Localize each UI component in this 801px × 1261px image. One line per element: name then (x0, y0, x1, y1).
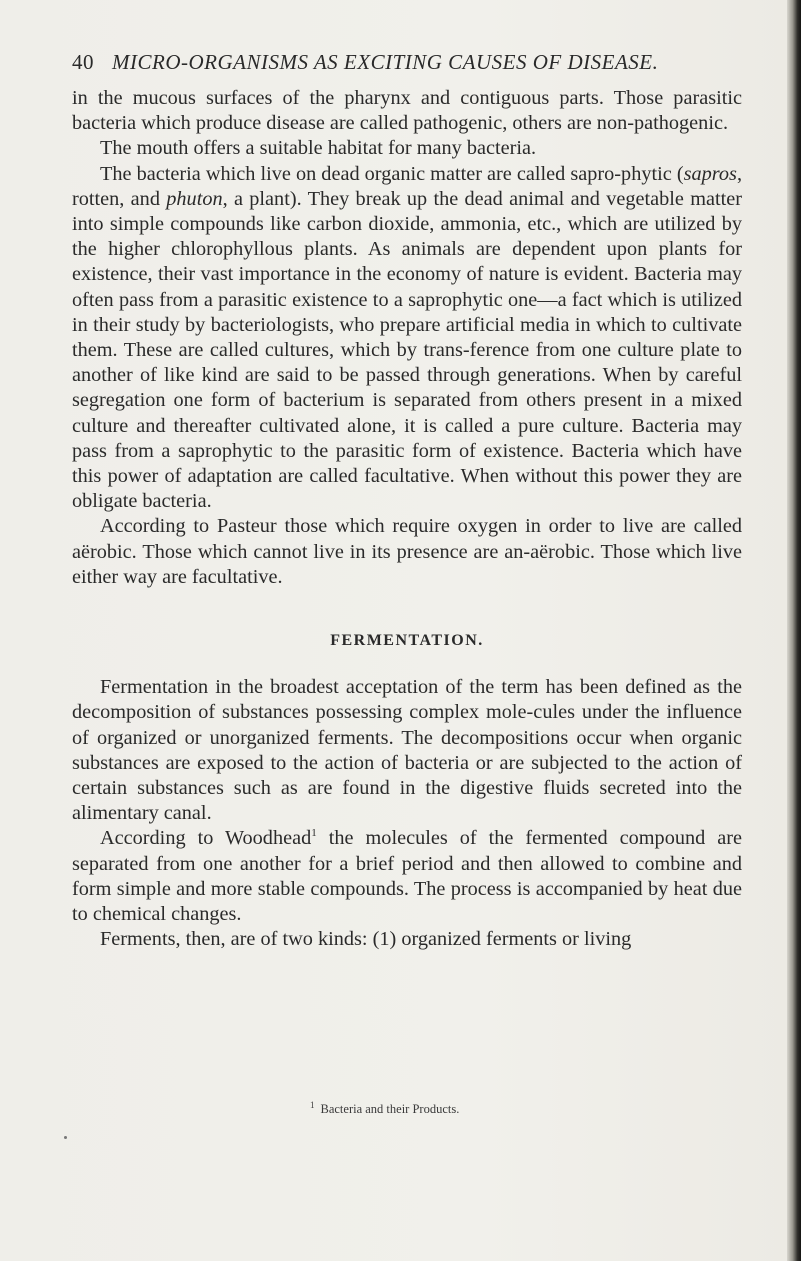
paragraph-3-italic-sapros: sapros (683, 162, 737, 185)
paragraph-3-part-2: , rotten, and (72, 162, 743, 210)
paragraph-6-part-2: the molecules of the fermented compound are separated from one another for a brief period and then allowed to combine and form simple and more stable compounds. The process is accompanied by heat due to chemical changes. (72, 827, 743, 926)
section-heading: FERMENTATION. (330, 632, 484, 650)
page-number: 40 (72, 50, 94, 74)
body-text (72, 86, 742, 953)
paragraph-1: in the mucous surfaces of the pharynx and contiguous parts. Those parasitic bacteria which produce disease are called pathogenic, others are non-pathogenic. (72, 87, 742, 135)
paragraph-3 (72, 162, 742, 515)
paragraph-4: According to Pasteur those which require oxygen in order to live are called aërobic. Those which cannot live in its presence are an-aërobic. Those which live either way are facultative. (72, 515, 742, 588)
paragraph-5: Fermentation in the broadest acceptation of the term has been defined as the decomposition of substances possessing complex mole-cules under the influence of organized or unorganized ferments. The decompositions occur when organic substances are exposed to the action of bacteria or are subjected to the action of certain substances such as are found in the digestive fluids secreted into the alimentary canal. (72, 676, 742, 825)
page-edge-shadow (787, 0, 801, 1261)
paragraph-3-part-3: , a plant). They break up the dead animal and vegetable matter into simple compounds like carbon dioxide, ammonia, etc., which are utilized by the higher chlorophyllous plants. As animals are dependent upon plants for existence, their vast importance in the economy of nature is evident. Bacteria may often pass from a parasitic existence to a saprophytic one—a fact which is utilized in their study by bacteriologists, who prepare artificial media in which to cultivate them. These are called cultures, which by trans-ference from one culture plate to another of like kind are said to be passed through generations. When by careful segregation one form of bacterium is separated from others present in a mixed culture and thereafter cultivated alone, it is called a pure culture. Bacteria may pass from a saprophytic to the parasitic form of existence. Bacteria which have this power of adaptation are called facultative. When without this power they are obligate bacteria. (72, 187, 742, 513)
footnote-text: Bacteria and their Products. (320, 1102, 460, 1117)
paragraph-6 (72, 826, 742, 927)
paragraph-3-italic-phuton: phuton (166, 187, 223, 210)
paragraph-2: The mouth offers a suitable habitat for many bacteria. (100, 137, 537, 160)
footnote-reference: 1 (311, 827, 317, 840)
footnote (310, 1100, 459, 1117)
paper-speck (64, 1136, 67, 1139)
footnote-mark: 1 (310, 1100, 315, 1110)
paragraph-3-part-1: The bacteria which live on dead organic matter are called sapro-phytic ( (100, 162, 684, 185)
paragraph-6-part-1: According to Woodhead (100, 827, 312, 850)
running-title: MICRO-ORGANISMS AS EXCITING CAUSES OF DISEASE. (112, 50, 659, 74)
running-header (72, 50, 692, 75)
paragraph-7: Ferments, then, are of two kinds: (1) organized ferments or living (100, 928, 632, 951)
